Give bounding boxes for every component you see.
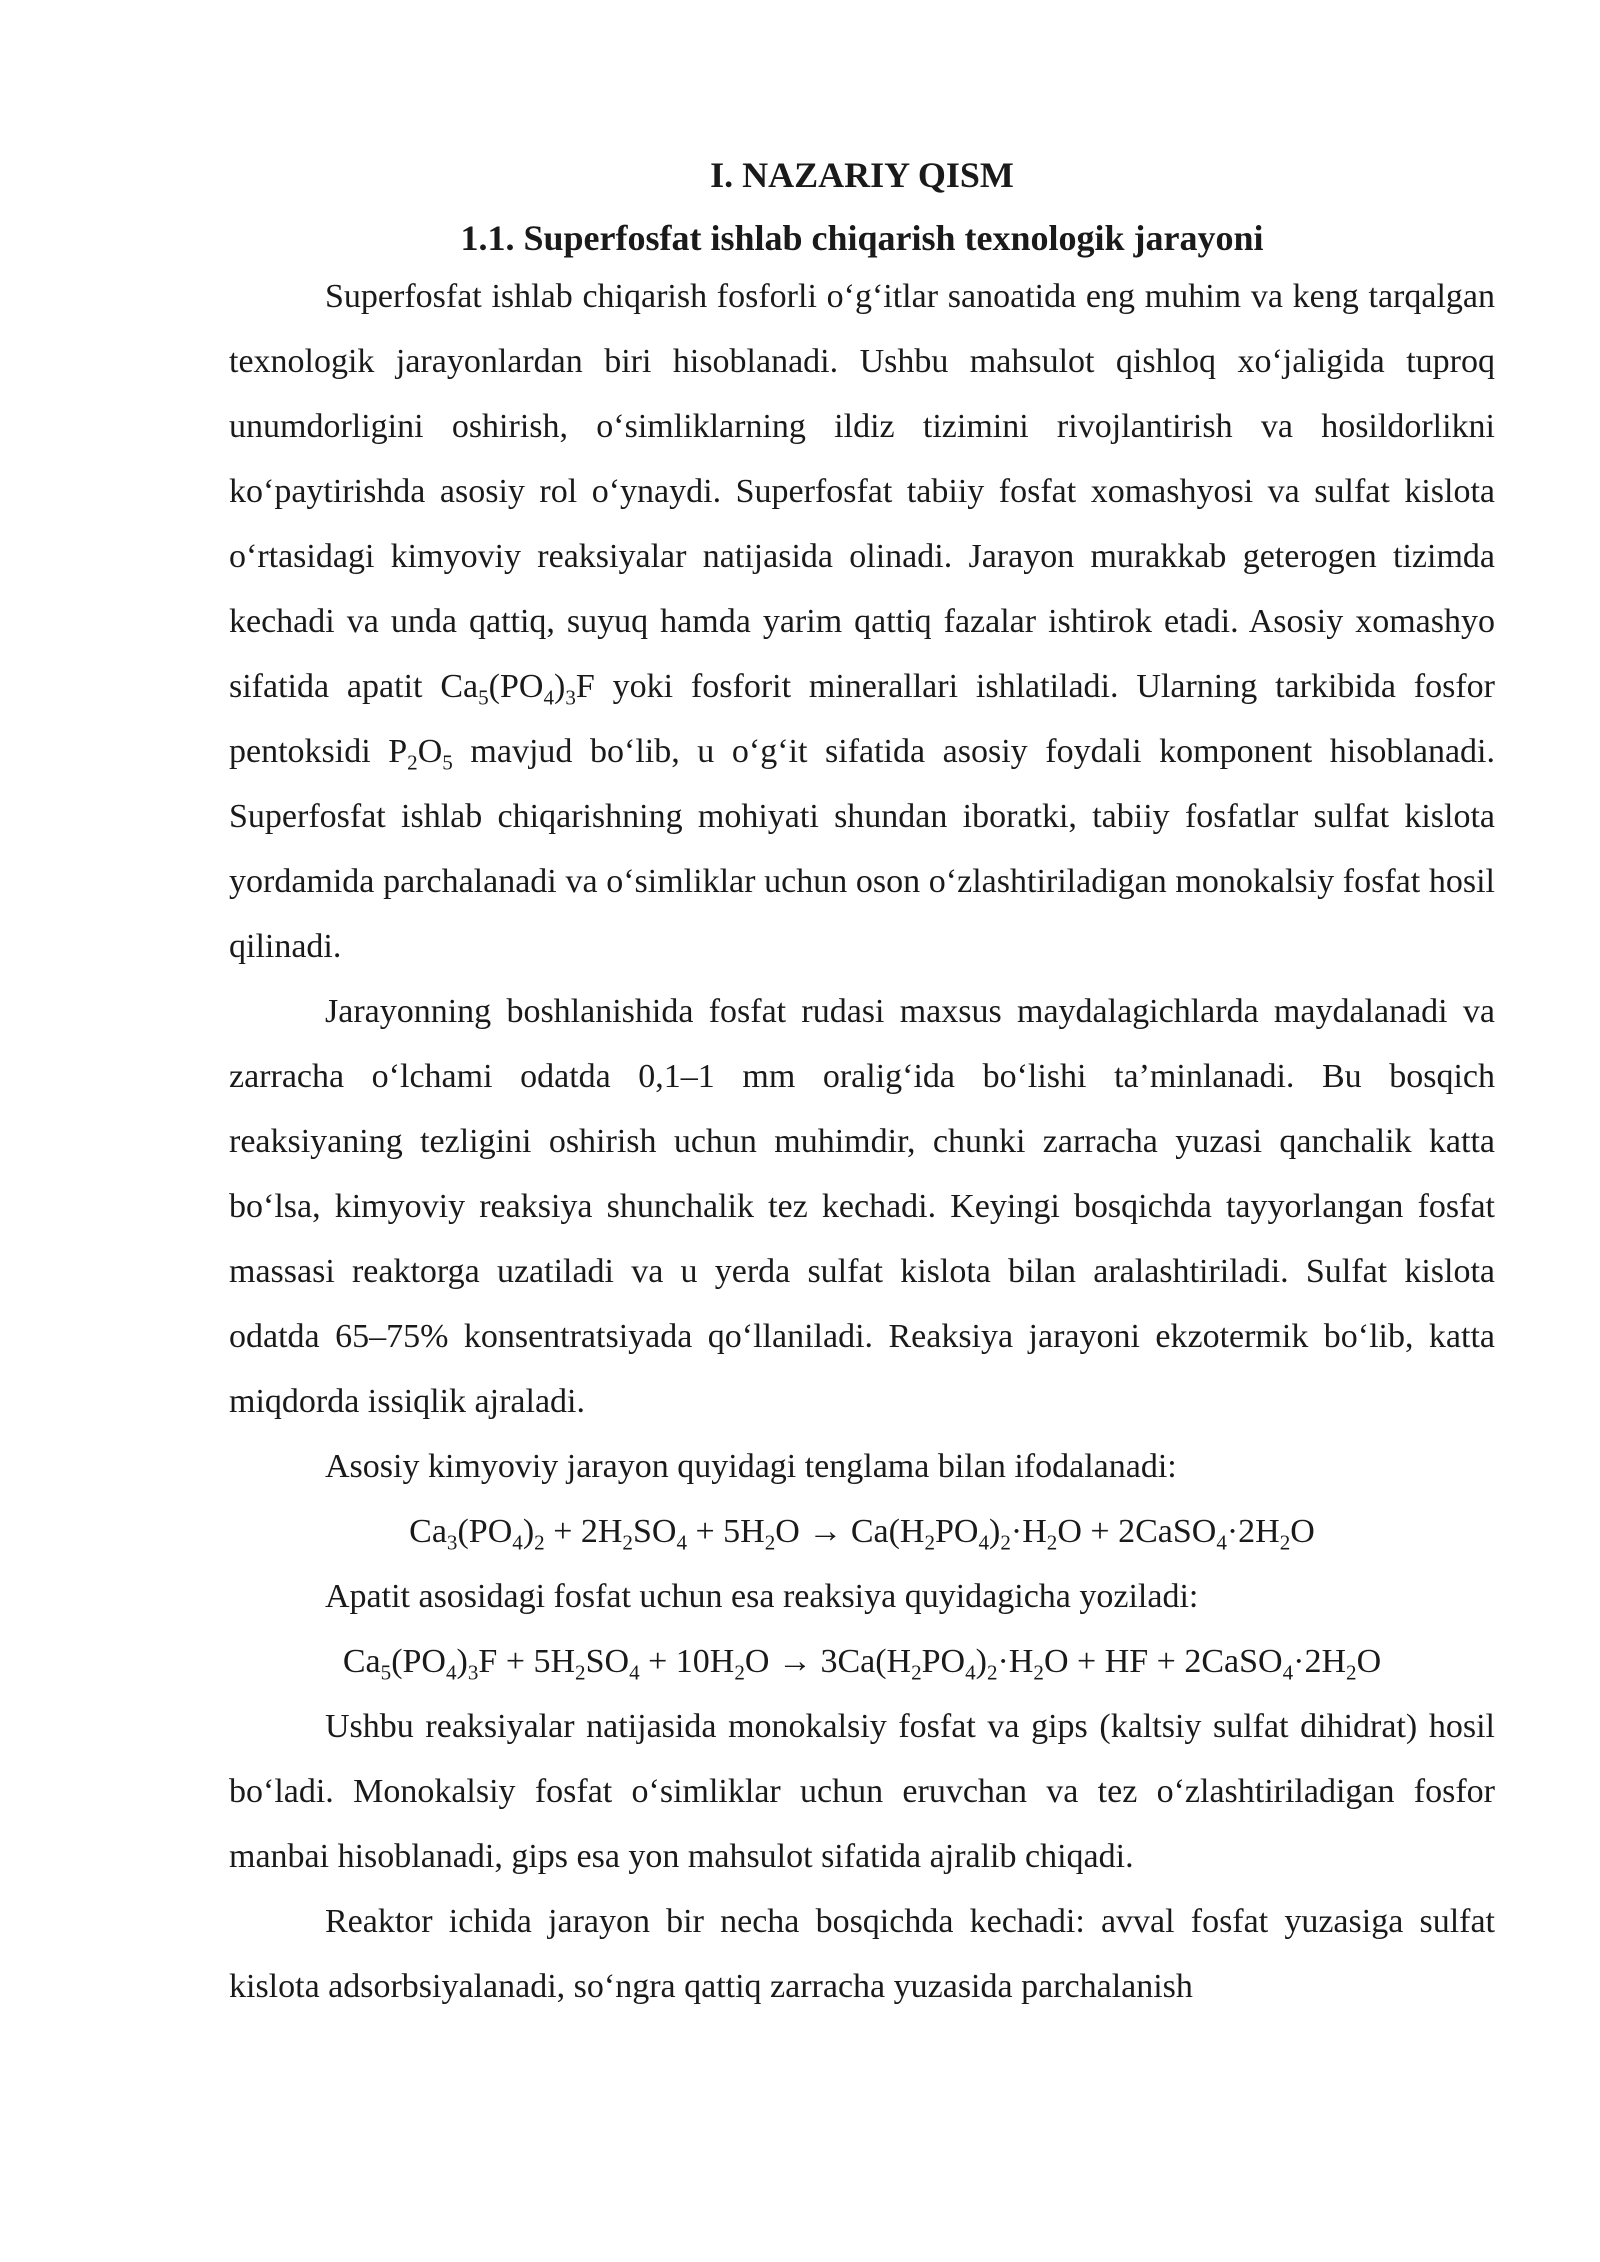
section-title: 1.1. Superfosfat ishlab chiqarish texnologik jarayoni [460, 218, 1264, 258]
chapter-title: I. NAZARIY QISM [710, 155, 1014, 195]
paragraph-reaction-products: Ushbu reaksiyalar natijasida monokalsiy fosfat va gips (kaltsiy sulfat dihidrat) hosil bo‘ladi. Monokalsiy fosfat o‘simliklar uchun eruvchan va tez o‘zlashtiriladigan fosfor manbai hisoblanadi, gips esa yon mahsulot sifatida ajralib chiqadi. [229, 1708, 1495, 1875]
paragraph-apatite-reaction-intro: Apatit asosidagi fosfat uchun esa reaksiya quyidagicha yoziladi: [325, 1578, 1199, 1615]
equation-main-reaction: $Ca_3(PO_4)_2 + 2H_2SO_4 + 5H_2O \to Ca(H_2PO_4)_2\cdot H_2O$ + $2CaSO_4\cdot 2H_2O$ [409, 1513, 1315, 1555]
equation-apatite-reaction: $Ca_5(PO_4)_3F + 5H_2SO_4 + 10H_2O \to 3Ca(H_2PO_4)_2\cdot H_2O$ + HF + $2CaSO_4\cdot 2H_2O$ [342, 1643, 1382, 1685]
paragraph-process-start: Jarayonning boshlanishida fosfat rudasi maxsus maydalagichlarda maydalanadi va zarracha o‘lchami odatda 0,1–1 mm oralig‘ida bo‘lishi ta’minlanadi. Bu bosqich reaksiyaning tezligini oshirish uchun muhimdir, chunki zarracha yuzasi qanchalik katta bo‘lsa, kimyoviy reaksiya shunchalik tez kechadi. Keyingi bosqichda tayyorlangan fosfat massasi reaktorga uzatiladi va u yerda sulfat kislota bilan aralashtiriladi. Sulfat kislota odatda 65–75% konsentratsiyada qo‘llaniladi. Reaksiya jarayoni ekzotermik bo‘lib, katta miqdorda issiqlik ajraladi. [229, 993, 1495, 1420]
document-page [229, 150, 1495, 2019]
paragraph-intro: Superfosfat ishlab chiqarish fosforli o‘g‘itlar sanoatida eng muhim va keng tarqalgan texnologik jarayonlardan biri hisoblanadi. Ushbu mahsulot qishloq xo‘jaligida tuproq unumdorligini oshirish, o‘simliklarning ildiz tizimini rivojlantirish va hosildorlikni ko‘paytirishda asosiy rol o‘ynaydi. Superfosfat tabiiy fosfat xomashyosi va sulfat kislota o‘rtasidagi kimyoviy reaksiyalar natijasida olinadi. Jarayon murakkab geterogen tizimda kechadi va unda qattiq, suyuq hamda yarim qattiq fazalar ishtirok etadi. Asosiy xomashyo sifatida apatit $Ca_5(PO_4)_3F$ yoki fosforit minerallari ishlatiladi. Ularning tarkibida fosfor pentoksidi $P_2O_5$ mavjud bo‘lib, u o‘g‘it sifatida asosiy foydali komponent hisoblanadi. Superfosfat ishlab chiqarishning mohiyati shundan iboratki, tabiiy fosfatlar sulfat kislota yordamida parchalanadi va o‘simliklar uchun oson o‘zlashtiriladigan monokalsiy fosfat hosil qilinadi. [229, 278, 1495, 965]
paragraph-main-reaction-intro: Asosiy kimyoviy jarayon quyidagi tenglama bilan ifodalanadi: [325, 1448, 1177, 1485]
paragraph-reactor-stages: Reaktor ichida jarayon bir necha bosqichda kechadi: avval fosfat yuzasiga sulfat kislota adsorbsiyalanadi, so‘ngra qattiq zarracha yuzasida parchalanish [229, 1903, 1495, 2005]
